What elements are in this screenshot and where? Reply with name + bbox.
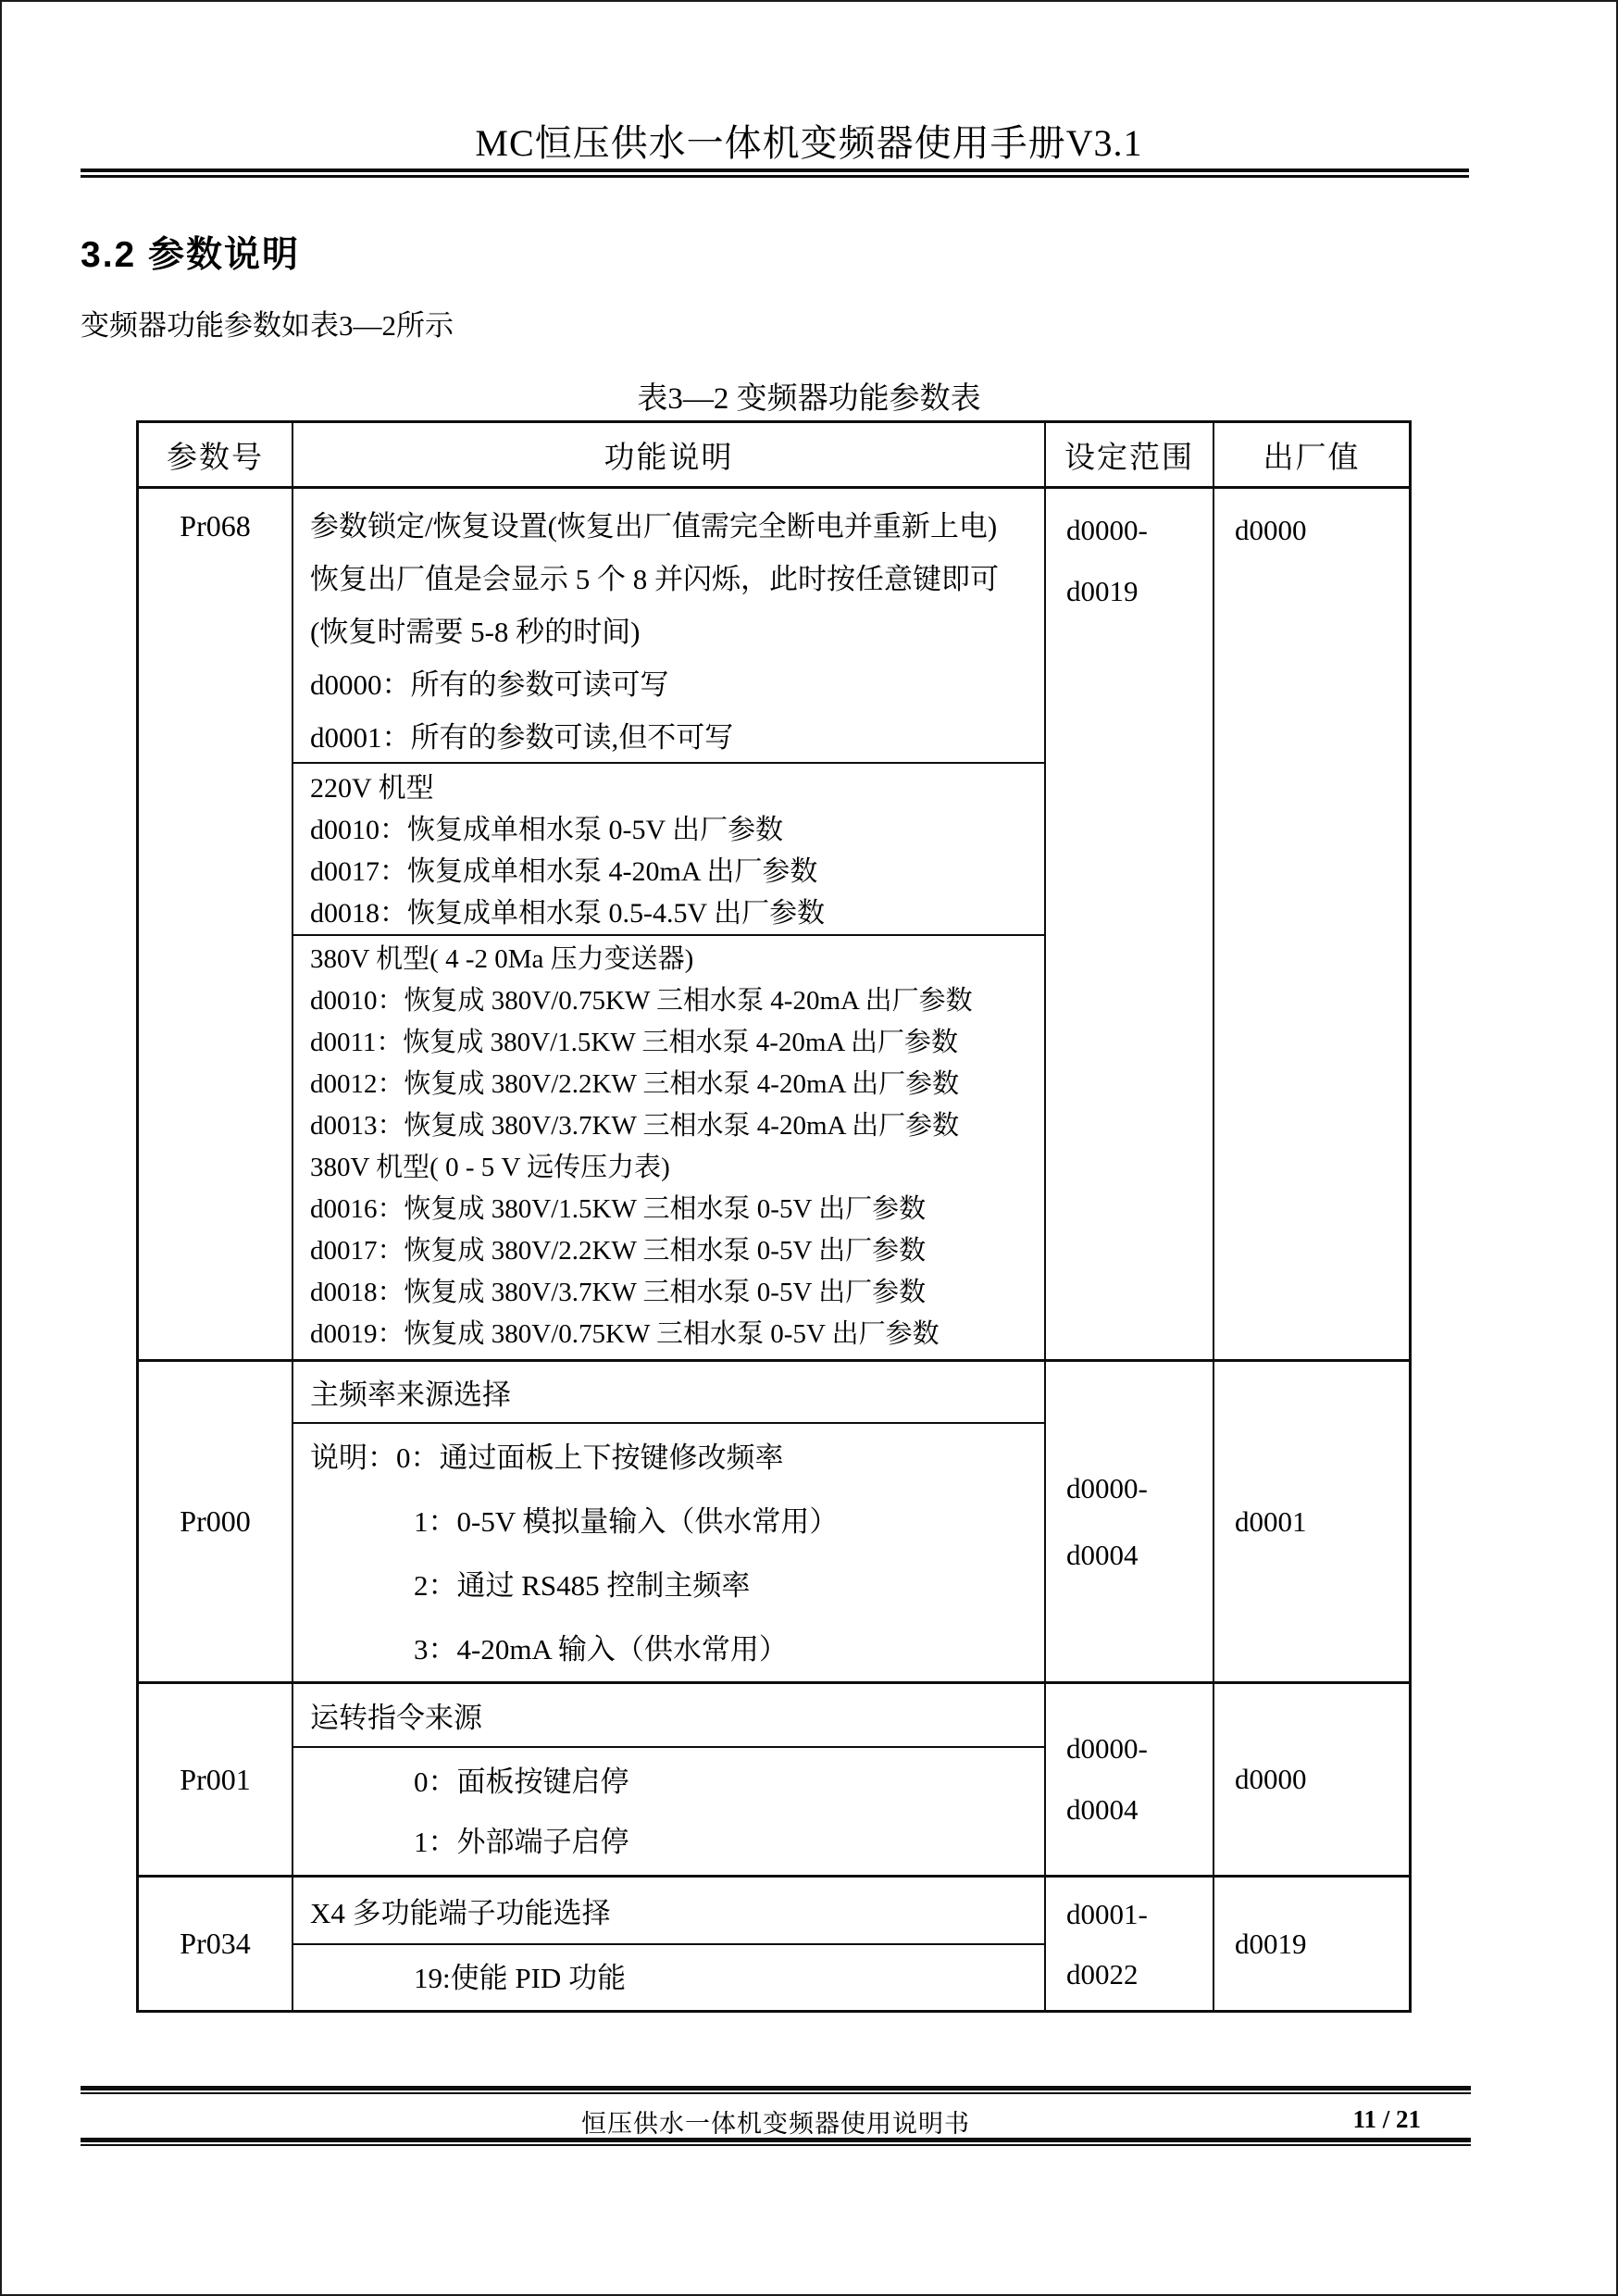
function-line: d0018：恢复成 380V/3.7KW 三相水泵 0-5V 出厂参数 [310,1278,927,1307]
range-line: d0019 [1066,575,1139,607]
function-line: 3：4-20mA 输入（供水常用） [414,1633,788,1666]
footer-page-number: 11 / 21 [1352,2105,1421,2133]
intro-text: 变频器功能参数如表3—2所示 [81,309,454,342]
factory-value: d0000 [1235,514,1307,546]
table-header-row [139,423,1409,489]
function-cell [293,1684,1046,1875]
table-row-pr068 [139,489,1409,1362]
function-block-380v [293,936,1044,1359]
function-title: X4 多功能端子功能选择 [293,1878,1044,1945]
function-line: d0018：恢复成单相水泵 0.5-4.5V 出厂参数 [310,898,826,929]
function-line: 1：0-5V 模拟量输入（供水常用） [414,1505,839,1538]
range-line: d0000- [1066,514,1148,546]
function-line: 220V 机型 [310,773,434,804]
page-header-title: MC恒压供水一体机变频器使用手册V3.1 [475,122,1143,164]
function-line: d0001：所有的参数可读,但不可写 [310,721,734,754]
table-row-pr034 [139,1878,1409,2010]
range-cell [1046,1362,1214,1681]
function-line: d0017：恢复成单相水泵 4-20mA 出厂参数 [310,856,818,887]
footer-doc-title: 恒压供水一体机变频器使用说明书 [581,2110,970,2138]
function-block-lock-restore [293,489,1044,764]
function-line: (恢复时需要 5-8 秒的时间) [310,616,641,648]
range-line: d0000- [1066,1732,1148,1765]
range-cell [1046,489,1214,1359]
footer-rule-top [81,2086,1471,2094]
function-line: 恢复出厂值是会显示 5 个 8 并闪烁，此时按任意键即可 [310,563,999,595]
range-cell [1046,1684,1214,1875]
footer-rule-bottom [81,2138,1471,2146]
function-line: 0：面板按键启停 [414,1766,629,1798]
function-line: d0000：所有的参数可读可写 [310,668,669,701]
function-line: d0019：恢复成 380V/0.75KW 三相水泵 0-5V 出厂参数 [310,1319,940,1349]
function-line: 说明：0：通过面板上下按键修改频率 [310,1441,784,1474]
function-line: d0011：恢复成 380V/1.5KW 三相水泵 4-20mA 出厂参数 [310,1028,959,1057]
header-rule [81,168,1469,178]
function-line: 1：外部端子启停 [414,1826,629,1858]
range-line: d0000- [1066,1471,1148,1504]
table-caption: 表3—2 变频器功能参数表 [637,382,981,416]
function-line: 380V 机型( 4 -2 0Ma 压力变送器) [310,944,694,974]
function-block-220v [293,764,1044,936]
function-line: d0013：恢复成 380V/3.7KW 三相水泵 4-20mA 出厂参数 [310,1111,960,1141]
column-header-range: 设定范围 [1046,423,1214,486]
function-line: d0016：恢复成 380V/1.5KW 三相水泵 0-5V 出厂参数 [310,1194,927,1224]
range-line: d0001- [1066,1897,1148,1930]
factory-cell [1214,1878,1409,2010]
param-id: Pr000 [139,1362,293,1681]
column-header-param: 参数号 [139,423,293,486]
range-line: d0004 [1066,1538,1139,1571]
function-line: d0010：恢复成单相水泵 0-5V 出厂参数 [310,815,784,845]
factory-cell [1214,1684,1409,1875]
table-row-pr000 [139,1362,1409,1684]
function-line: d0017：恢复成 380V/2.2KW 三相水泵 0-5V 出厂参数 [310,1236,927,1266]
factory-value: d0019 [1235,1928,1307,1960]
column-header-factory: 出厂值 [1263,441,1361,475]
factory-cell [1214,489,1409,1359]
parameter-table [136,420,1412,2013]
param-id: Pr001 [139,1684,293,1875]
function-title: 运转指令来源 [293,1684,1044,1748]
function-line: 参数锁定/恢复设置(恢复出厂值需完全断电并重新上电) [310,510,998,543]
function-line: d0010：恢复成 380V/0.75KW 三相水泵 4-20mA 出厂参数 [310,986,973,1016]
function-details [293,1945,1044,2010]
function-line: 2：通过 RS485 控制主频率 [414,1569,751,1602]
range-line: d0022 [1066,1957,1139,1990]
footer [81,2103,1471,2137]
factory-cell [1214,1362,1409,1681]
table-row-pr001 [139,1684,1409,1878]
factory-value: d0000 [1235,1763,1307,1795]
param-id: Pr034 [139,1878,293,2010]
range-cell [1046,1878,1214,2010]
function-cell [293,489,1046,1359]
function-details [293,1748,1044,1875]
function-line: 380V 机型( 0 - 5 V 远传压力表) [310,1153,670,1182]
section-title: 3.2 参数说明 [81,235,301,275]
function-cell [293,1878,1046,2010]
function-line: d0012：恢复成 380V/2.2KW 三相水泵 4-20mA 出厂参数 [310,1069,960,1099]
function-details [293,1424,1044,1681]
param-id: Pr068 [139,489,293,1359]
function-cell [293,1362,1046,1681]
column-header-function: 功能说明 [293,423,1046,486]
function-title: 主频率来源选择 [293,1362,1044,1424]
range-line: d0004 [1066,1793,1139,1826]
function-line: 19:使能 PID 功能 [414,1961,627,1994]
factory-value: d0001 [1235,1504,1307,1538]
